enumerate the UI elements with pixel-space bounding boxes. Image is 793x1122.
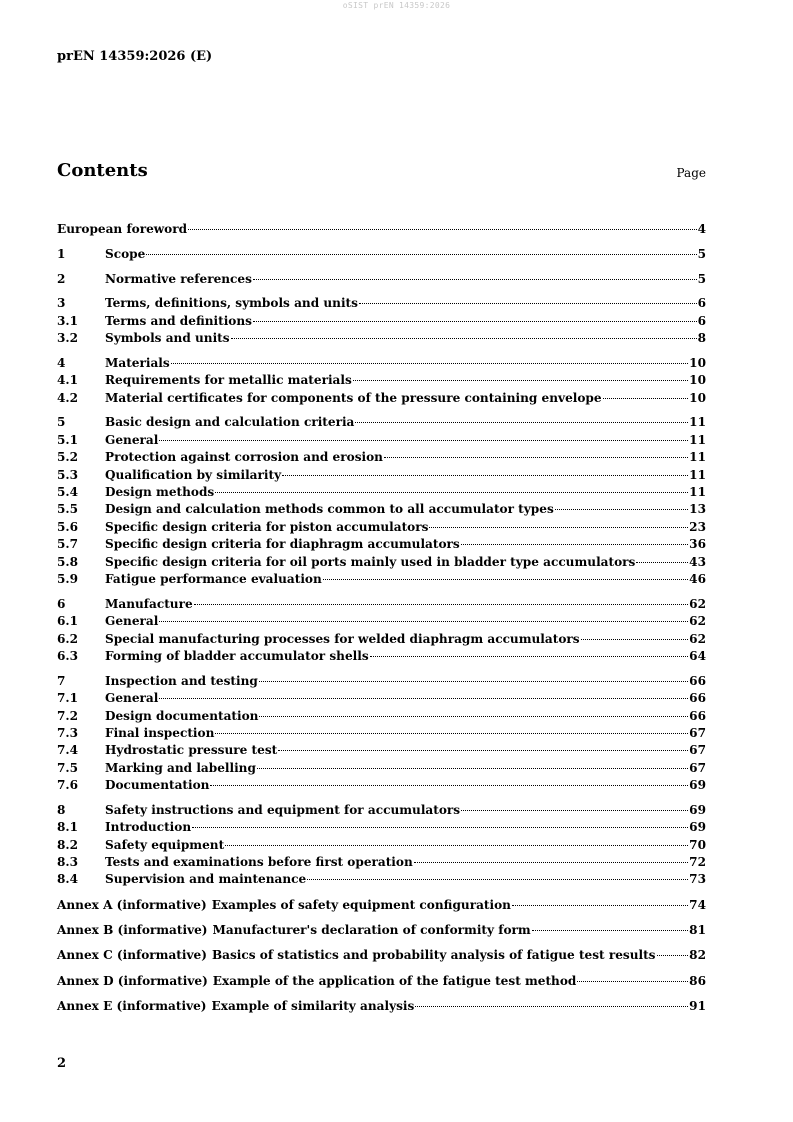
toc-entry-title: Safety instructions and equipment for accumulators [105, 802, 461, 817]
toc-entry-page: 4 [697, 222, 706, 236]
toc-entry-number: 5.9 [57, 571, 79, 586]
contents-heading: Contents [57, 160, 148, 181]
toc-entry-title: Symbols and units [105, 331, 230, 346]
dot-leader [257, 758, 688, 769]
toc-entry-page: 66 [689, 691, 706, 706]
toc-entry-title: Terms, definitions, symbols and units [105, 296, 358, 311]
annex-title: Manufacturer's declaration of conformity form [212, 923, 531, 938]
toc-entry-page: 72 [689, 855, 706, 870]
toc-entry[interactable] [57, 648, 706, 665]
dot-leader [194, 594, 689, 605]
dot-leader [259, 671, 688, 682]
annex-label: Annex D (informative) [57, 973, 208, 988]
toc-entry-number: 7.1 [57, 691, 79, 706]
toc-entry-page: 10 [689, 373, 706, 388]
toc-entry-page: 62 [689, 596, 706, 611]
toc-entry-title: Scope [105, 246, 146, 261]
toc-entry-title: General [105, 614, 159, 629]
toc-entry-number: 6.1 [57, 614, 79, 629]
dot-leader [159, 688, 688, 699]
dot-leader [323, 569, 688, 580]
annex-page: 91 [689, 998, 706, 1013]
dot-leader [603, 388, 689, 399]
toc-entry-title: Safety equipment [105, 837, 225, 852]
toc-entry-page: 69 [689, 778, 706, 793]
toc-entry-page: 13 [689, 502, 706, 517]
dot-leader [384, 447, 688, 458]
toc-entry-number: 1 [57, 246, 66, 261]
dot-leader [259, 706, 688, 717]
toc-entry-number: 5.8 [57, 554, 79, 569]
toc-entry-number: 2 [57, 271, 66, 286]
toc-entry-page: 8 [697, 331, 706, 346]
dot-leader [210, 775, 688, 786]
toc-entry-title: Normative references [105, 271, 252, 286]
toc-entry-title: Tests and examinations before first operation [105, 855, 413, 870]
dot-leader [415, 996, 688, 1007]
dot-leader [307, 869, 688, 880]
annex-page: 82 [689, 948, 706, 963]
toc-entry-number: 4.2 [57, 390, 79, 405]
dot-leader [355, 412, 688, 423]
toc-entry-page: 11 [689, 432, 706, 447]
dot-leader [278, 740, 688, 751]
toc-entry-number: 8.1 [57, 820, 79, 835]
toc-entry-number: 5.4 [57, 485, 79, 500]
toc-entry-page: 6 [697, 313, 706, 328]
toc-entry-number: 5.5 [57, 502, 79, 517]
toc-entry[interactable] [57, 777, 706, 794]
toc-entry-title: Basic design and calculation criteria [105, 415, 355, 430]
toc-entry-title: Protection against corrosion and erosion [105, 450, 383, 465]
toc-entry-number: 6.3 [57, 648, 79, 663]
toc-entry-title: Material certificates for components of the pressure containing envelope [105, 390, 602, 405]
watermark: oSIST prEN 14359:2026 [342, 1, 451, 10]
toc-entry-number: 5 [57, 415, 66, 430]
toc-entry-page: 67 [689, 725, 706, 740]
toc-entry[interactable] [57, 536, 706, 553]
dot-leader [188, 219, 696, 230]
toc-entry[interactable] [57, 246, 706, 263]
annex-page: 74 [689, 897, 706, 912]
toc-entry-page: 5 [697, 246, 706, 261]
dot-leader [461, 534, 688, 545]
annex-title: Basics of statistics and probability analysis of fatigue test results [211, 948, 656, 963]
dot-leader [657, 945, 689, 956]
dot-leader [461, 800, 688, 811]
toc-entry-number: 3.1 [57, 313, 79, 328]
dot-leader [429, 517, 688, 528]
toc-entry-number: 7.2 [57, 708, 79, 723]
toc-entry-number: 4.1 [57, 373, 79, 388]
dot-leader [146, 244, 696, 255]
annex-page: 86 [689, 973, 706, 988]
toc-entry-title: Specific design criteria for oil ports mainly used in bladder type accumulators [105, 554, 636, 569]
toc-entry-page: 5 [697, 271, 706, 286]
toc-entry-number: 8 [57, 802, 66, 817]
toc-entry-page: 11 [689, 450, 706, 465]
toc-entry-title: Specific design criteria for piston accumulators [105, 519, 429, 534]
toc-entry-page: 43 [689, 554, 706, 569]
toc-entry-page: 69 [689, 802, 706, 817]
toc-entry-page: 67 [689, 743, 706, 758]
toc-entry-number: 5.1 [57, 432, 79, 447]
dot-leader [532, 920, 688, 931]
toc-entry-title: Documentation [105, 778, 210, 793]
dot-leader [370, 646, 688, 657]
toc-entry-title: Qualification by similarity [105, 467, 282, 482]
toc-annex-entry[interactable] [57, 893, 706, 918]
annex-label: Annex A (informative) [57, 897, 207, 912]
toc-entry-title: Specific design criteria for diaphragm accumulators [105, 537, 460, 552]
toc-entry[interactable] [57, 271, 706, 288]
toc-entry-title: European foreword [57, 222, 188, 236]
toc-entry-title: Design methods [105, 485, 215, 500]
toc-entry-page: 46 [689, 571, 706, 586]
toc-entry-number: 4 [57, 355, 66, 370]
dot-leader [512, 895, 688, 906]
dot-leader [414, 852, 688, 863]
annex-label: Annex E (informative) [57, 998, 207, 1013]
toc-entry-page: 70 [689, 837, 706, 852]
toc-annex-entry[interactable] [57, 994, 706, 1019]
dot-leader [577, 971, 688, 982]
toc-entry-title: Marking and labelling [105, 760, 256, 775]
table-of-contents [57, 221, 706, 1019]
toc-entry-number: 8.2 [57, 837, 79, 852]
dot-leader [192, 817, 688, 828]
toc-entry-title: Special manufacturing processes for welded diaphragm accumulators [105, 631, 580, 646]
toc-entry[interactable] [57, 571, 706, 588]
dot-leader [225, 835, 688, 846]
toc-entry-page: 11 [689, 415, 706, 430]
toc-entry-page: 6 [697, 296, 706, 311]
annex-title: Example of similarity analysis [211, 998, 415, 1013]
toc-entry-title: Forming of bladder accumulator shells [105, 648, 369, 663]
toc-entry-number: 7.3 [57, 725, 79, 740]
toc-entry-title: Introduction [105, 820, 192, 835]
dot-leader [581, 629, 689, 640]
page-number: 2 [57, 1056, 67, 1071]
toc-entry-number: 6 [57, 596, 66, 611]
toc-entry-number: 5.3 [57, 467, 79, 482]
dot-leader [636, 552, 688, 563]
toc-entry-page: 66 [689, 708, 706, 723]
dot-leader [159, 430, 688, 441]
toc-entry-title: Inspection and testing [105, 673, 258, 688]
annex-title: Examples of safety equipment configuration [211, 897, 511, 912]
document-id: prEN 14359:2026 (E) [57, 49, 213, 64]
toc-entry-number: 7.6 [57, 778, 79, 793]
toc-entry-title: Materials [105, 355, 170, 370]
toc-entry-title: Hydrostatic pressure test [105, 743, 278, 758]
toc-entry-number: 7.4 [57, 743, 79, 758]
toc-entry-page: 10 [689, 390, 706, 405]
toc-entry-page: 11 [689, 467, 706, 482]
toc-entry-title: General [105, 432, 159, 447]
toc-entry-title: Terms and definitions [105, 313, 252, 328]
toc-entry-page: 73 [689, 872, 706, 887]
toc-entry-title: Requirements for metallic materials [105, 373, 352, 388]
toc-entry-number: 7.5 [57, 760, 79, 775]
toc-entry-page: 36 [689, 537, 706, 552]
dot-leader [215, 723, 688, 734]
toc-entry-page: 64 [689, 648, 706, 663]
toc-entry-title: Final inspection [105, 725, 215, 740]
toc-entry-number: 6.2 [57, 631, 79, 646]
toc-entry-page: 11 [689, 485, 706, 500]
annex-label: Annex B (informative) [57, 923, 208, 938]
toc-entry-number: 5.2 [57, 450, 79, 465]
toc-annex-entry[interactable] [57, 943, 706, 968]
annex-label: Annex C (informative) [57, 948, 207, 963]
toc-entry-number: 7 [57, 673, 66, 688]
toc-entry-title: Manufacture [105, 596, 193, 611]
toc-annex-entry[interactable] [57, 918, 706, 943]
toc-entry-number: 3.2 [57, 331, 79, 346]
toc-entry[interactable] [57, 330, 706, 347]
dot-leader [555, 499, 688, 510]
toc-entry-title: Supervision and maintenance [105, 872, 307, 887]
toc-entry[interactable] [57, 871, 706, 888]
toc-entry-page: 66 [689, 673, 706, 688]
toc-entry-title: Design and calculation methods common to all accumulator types [105, 502, 554, 517]
toc-entry-number: 5.6 [57, 519, 79, 534]
dot-leader [253, 269, 697, 280]
dot-leader [231, 328, 697, 339]
toc-entry-title: General [105, 691, 159, 706]
annex-page: 81 [689, 923, 706, 938]
dot-leader [253, 311, 697, 322]
toc-entry-number: 8.4 [57, 872, 79, 887]
dot-leader [282, 465, 688, 476]
toc-entry-title: Design documentation [105, 708, 259, 723]
toc-entry-page: 69 [689, 820, 706, 835]
dot-leader [359, 293, 697, 304]
toc-entry-page: 10 [689, 355, 706, 370]
toc-entry-page: 23 [689, 519, 706, 534]
dot-leader [171, 353, 688, 364]
annex-title: Example of the application of the fatigue test method [212, 973, 577, 988]
toc-entry-number: 5.7 [57, 537, 79, 552]
toc-entry[interactable] [57, 390, 706, 407]
dot-leader [353, 370, 688, 381]
toc-entry[interactable] [57, 221, 706, 238]
toc-entry-number: 3 [57, 296, 66, 311]
toc-entry-page: 62 [689, 631, 706, 646]
page-column-label: Page [676, 166, 706, 180]
dot-leader [159, 611, 688, 622]
toc-entry-title: Fatigue performance evaluation [105, 571, 322, 586]
dot-leader [215, 482, 688, 493]
toc-entry-page: 67 [689, 760, 706, 775]
toc-entry-page: 62 [689, 614, 706, 629]
toc-entry-number: 8.3 [57, 855, 79, 870]
toc-annex-entry[interactable] [57, 969, 706, 994]
